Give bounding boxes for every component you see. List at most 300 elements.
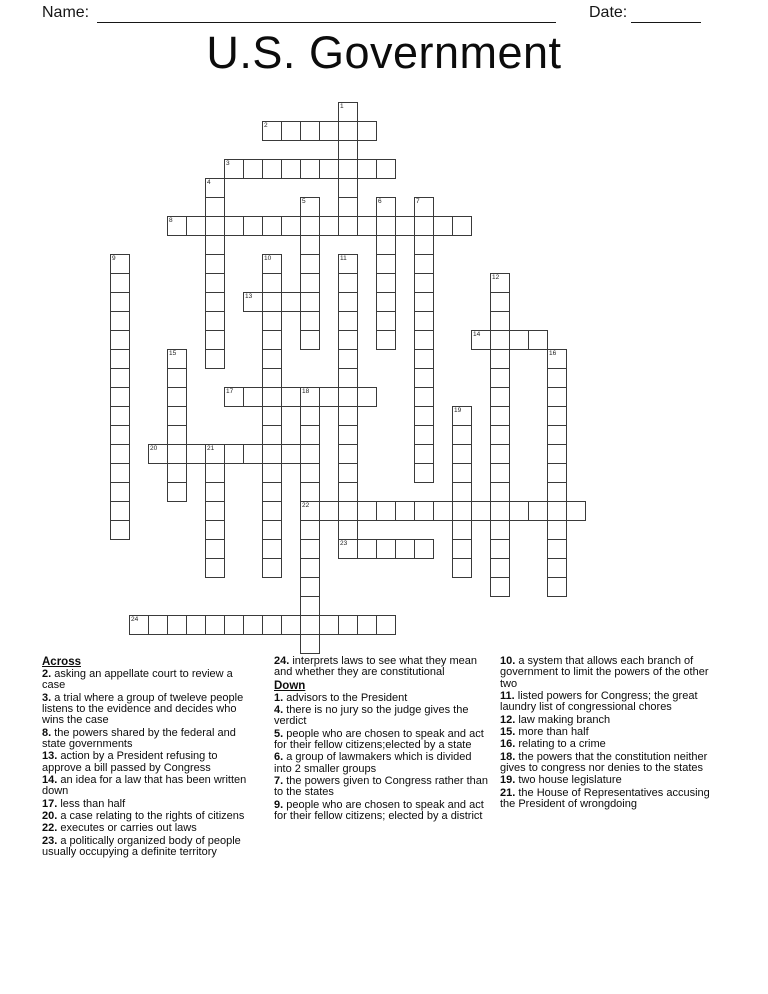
crossword-cell[interactable] — [490, 558, 510, 578]
crossword-cell[interactable] — [262, 463, 282, 483]
crossword-cell[interactable] — [300, 121, 320, 141]
crossword-cell[interactable] — [395, 501, 415, 521]
crossword-cell[interactable] — [281, 615, 301, 635]
crossword-cell[interactable] — [205, 463, 225, 483]
crossword-cell[interactable] — [509, 501, 529, 521]
crossword-cell[interactable] — [452, 482, 472, 502]
crossword-cell[interactable] — [205, 482, 225, 502]
clue-number: 6. — [274, 751, 287, 764]
crossword-cell[interactable] — [148, 444, 168, 464]
crossword-cell[interactable] — [205, 273, 225, 293]
crossword-cell[interactable] — [547, 558, 567, 578]
clue-column-down — [500, 656, 728, 811]
crossword-cell[interactable] — [300, 444, 320, 464]
crossword-cell[interactable] — [205, 501, 225, 521]
crossword-cell[interactable] — [110, 387, 130, 407]
name-label: Name: — [42, 4, 90, 21]
crossword-cell[interactable] — [167, 368, 187, 388]
crossword-cell[interactable] — [414, 539, 434, 559]
crossword-cell[interactable] — [338, 140, 358, 160]
crossword-cell[interactable] — [224, 615, 244, 635]
crossword-cell[interactable] — [338, 216, 358, 236]
crossword-cell[interactable] — [471, 330, 491, 350]
crossword-cell[interactable] — [338, 254, 358, 274]
crossword-cell[interactable] — [281, 444, 301, 464]
crossword-cell[interactable] — [224, 216, 244, 236]
crossword-cell[interactable] — [338, 273, 358, 293]
crossword-cell[interactable] — [490, 539, 510, 559]
clue-8: 8. the powers shared by the federal and state governments — [42, 726, 236, 751]
clue-number: 7. — [274, 775, 287, 788]
crossword-cell[interactable] — [338, 292, 358, 312]
crossword-cell[interactable] — [376, 292, 396, 312]
crossword-cell[interactable] — [167, 425, 187, 445]
crossword-cell[interactable] — [110, 406, 130, 426]
crossword-cell[interactable] — [186, 615, 206, 635]
cell-number: 8 — [169, 217, 173, 224]
crossword-cell[interactable] — [262, 406, 282, 426]
crossword-cell[interactable] — [338, 482, 358, 502]
crossword-cell[interactable] — [338, 311, 358, 331]
clue-11: 11. listed powers for Congress; the great laundry list of congressional chores — [500, 690, 698, 714]
crossword-cell[interactable] — [262, 292, 282, 312]
cell-number: 1 — [340, 103, 344, 110]
crossword-cell[interactable] — [414, 387, 434, 407]
crossword-cell[interactable] — [167, 387, 187, 407]
crossword-cell[interactable] — [319, 121, 339, 141]
crossword-cell[interactable] — [300, 463, 320, 483]
cell-number: 18 — [302, 388, 310, 395]
clue-10: 10. a system that allows each branch of government to limit the powers of the other two — [500, 655, 709, 690]
clue-4: 4. there is no jury so the judge gives the verdict — [274, 704, 469, 728]
crossword-cell[interactable] — [281, 216, 301, 236]
crossword-cell[interactable] — [490, 273, 510, 293]
crossword-cell[interactable] — [262, 558, 282, 578]
crossword-cell[interactable] — [376, 539, 396, 559]
cell-number: 3 — [226, 160, 230, 167]
clue-number: 16. — [500, 738, 519, 751]
crossword-cell[interactable] — [471, 501, 491, 521]
crossword-cell[interactable] — [205, 311, 225, 331]
crossword-cell[interactable] — [452, 216, 472, 236]
crossword-cell[interactable] — [262, 539, 282, 559]
crossword-cell[interactable] — [338, 178, 358, 198]
crossword-cell[interactable] — [376, 273, 396, 293]
cell-number: 12 — [492, 274, 500, 281]
crossword-cell[interactable] — [262, 520, 282, 540]
crossword-cell[interactable] — [566, 501, 586, 521]
clue-number: 5. — [274, 727, 287, 740]
crossword-cell[interactable] — [490, 520, 510, 540]
clue-number: 14. — [42, 774, 61, 787]
crossword-cell[interactable] — [300, 273, 320, 293]
clue-number: 2. — [42, 668, 55, 680]
crossword-cell[interactable] — [547, 501, 567, 521]
clue-number: 8. — [42, 726, 55, 739]
clue-24: 24. interprets laws to see what they mean and whether they are constitutional — [274, 655, 478, 679]
crossword-cell[interactable] — [547, 463, 567, 483]
crossword-cell[interactable] — [262, 387, 282, 407]
crossword-cell[interactable] — [357, 387, 377, 407]
crossword-cell[interactable] — [376, 235, 396, 255]
crossword-cell[interactable] — [167, 444, 187, 464]
crossword-cell[interactable] — [262, 330, 282, 350]
crossword-cell[interactable] — [414, 216, 434, 236]
crossword-cell[interactable] — [110, 292, 130, 312]
clue-23: 23. a politically organized body of people usually occupying a definite territory — [42, 834, 241, 859]
crossword-cell[interactable] — [281, 292, 301, 312]
crossword-cell[interactable] — [414, 311, 434, 331]
clue-number: 9. — [274, 798, 287, 811]
clue-15: 15. more than half — [500, 726, 589, 739]
clue-number: 20. — [42, 810, 61, 823]
clue-number: 10. — [500, 655, 519, 667]
crossword-cell[interactable] — [452, 463, 472, 483]
crossword-cell[interactable] — [167, 216, 187, 236]
crossword-cell[interactable] — [338, 501, 358, 521]
crossword-cell[interactable] — [414, 463, 434, 483]
crossword-cell[interactable] — [357, 539, 377, 559]
crossword-cell[interactable] — [110, 482, 130, 502]
clue-number: 19. — [500, 774, 519, 787]
down-heading: Down — [274, 679, 306, 692]
crossword-cell[interactable] — [262, 216, 282, 236]
crossword-cell[interactable] — [376, 330, 396, 350]
crossword-cell[interactable] — [452, 444, 472, 464]
crossword-cell[interactable] — [547, 349, 567, 369]
crossword-cell[interactable] — [300, 501, 320, 521]
crossword-cell[interactable] — [357, 501, 377, 521]
crossword-cell[interactable] — [300, 634, 320, 654]
clue-number: 21. — [500, 786, 519, 799]
crossword-cell[interactable] — [338, 368, 358, 388]
crossword-cell[interactable] — [357, 615, 377, 635]
crossword-cell[interactable] — [205, 615, 225, 635]
crossword-cell[interactable] — [300, 425, 320, 445]
crossword-cell[interactable] — [300, 482, 320, 502]
clue-20: 20. a case relating to the rights of citizens — [42, 810, 245, 823]
crossword-cell[interactable] — [357, 121, 377, 141]
crossword-cell[interactable] — [300, 558, 320, 578]
crossword-cell[interactable] — [338, 425, 358, 445]
clue-21: 21. the House of Representatives accusing the President of wrongdoing — [500, 786, 710, 811]
crossword-cell[interactable] — [338, 330, 358, 350]
cell-number: 24 — [131, 616, 139, 623]
crossword-cell[interactable] — [490, 482, 510, 502]
crossword-cell[interactable] — [167, 615, 187, 635]
crossword-cell[interactable] — [338, 444, 358, 464]
clue-column-across — [42, 656, 256, 860]
cell-number: 23 — [340, 540, 348, 547]
crossword-cell[interactable] — [414, 273, 434, 293]
cell-number: 21 — [207, 445, 215, 452]
crossword-cell[interactable] — [110, 425, 130, 445]
crossword-cell[interactable] — [376, 615, 396, 635]
crossword-cell[interactable] — [262, 444, 282, 464]
crossword-cell[interactable] — [547, 387, 567, 407]
crossword-cell[interactable] — [547, 577, 567, 597]
clue-column-middle — [274, 656, 488, 823]
crossword-cell[interactable] — [547, 406, 567, 426]
crossword-cell[interactable] — [338, 539, 358, 559]
crossword-cell[interactable] — [243, 292, 263, 312]
crossword-cell[interactable] — [186, 444, 206, 464]
clue-number: 4. — [274, 704, 287, 717]
crossword-cell[interactable] — [452, 501, 472, 521]
crossword-cell[interactable] — [490, 292, 510, 312]
crossword-cell[interactable] — [186, 216, 206, 236]
crossword-cell[interactable] — [243, 444, 263, 464]
cell-number: 10 — [264, 255, 272, 262]
crossword-cell[interactable] — [167, 463, 187, 483]
clue-17: 17. less than half — [42, 797, 126, 810]
page-title: U.S. Government — [206, 27, 562, 78]
crossword-cell[interactable] — [338, 349, 358, 369]
crossword-cell[interactable] — [300, 539, 320, 559]
crossword-cell[interactable] — [376, 216, 396, 236]
crossword-cell[interactable] — [300, 596, 320, 616]
crossword-cell[interactable] — [338, 615, 358, 635]
cell-number: 17 — [226, 388, 234, 395]
crossword-cell[interactable] — [490, 311, 510, 331]
crossword-cell[interactable] — [490, 387, 510, 407]
crossword-cell[interactable] — [547, 482, 567, 502]
crossword-cell[interactable] — [224, 444, 244, 464]
crossword-cell[interactable] — [338, 406, 358, 426]
crossword-cell[interactable] — [547, 444, 567, 464]
cell-number: 6 — [378, 198, 382, 205]
crossword-cell[interactable] — [262, 311, 282, 331]
crossword-cell[interactable] — [490, 425, 510, 445]
crossword-cell[interactable] — [338, 102, 358, 122]
crossword-cell[interactable] — [414, 406, 434, 426]
clue-number: 3. — [42, 691, 55, 704]
crossword-cell[interactable] — [357, 159, 377, 179]
crossword-cell[interactable] — [110, 501, 130, 521]
crossword-cell[interactable] — [300, 216, 320, 236]
crossword-cell[interactable] — [338, 463, 358, 483]
crossword-cell[interactable] — [490, 406, 510, 426]
crossword-cell[interactable] — [490, 330, 510, 350]
crossword-cell[interactable] — [357, 216, 377, 236]
crossword-cell[interactable] — [205, 216, 225, 236]
cell-number: 9 — [112, 255, 116, 262]
crossword-cell[interactable] — [319, 216, 339, 236]
crossword-cell[interactable] — [319, 615, 339, 635]
crossword-cell[interactable] — [262, 159, 282, 179]
crossword-cell[interactable] — [509, 330, 529, 350]
crossword-cell[interactable] — [129, 615, 149, 635]
crossword-cell[interactable] — [300, 615, 320, 635]
crossword-cell[interactable] — [205, 254, 225, 274]
crossword-cell[interactable] — [414, 425, 434, 445]
crossword-cell[interactable] — [319, 387, 339, 407]
crossword-cell[interactable] — [452, 406, 472, 426]
crossword-cell[interactable] — [300, 197, 320, 217]
crossword-cell[interactable] — [262, 273, 282, 293]
crossword-cell[interactable] — [110, 368, 130, 388]
clue-9: 9. people who are chosen to speak and act for their fellow citizens; elected by a district — [274, 798, 484, 823]
clue-14: 14. an idea for a law that has been written down — [42, 774, 247, 798]
crossword-cell[interactable] — [547, 368, 567, 388]
clue-13: 13. action by a President refusing to approve a bill passed by Congress — [42, 750, 218, 774]
crossword-cell[interactable] — [281, 121, 301, 141]
crossword-cell[interactable] — [395, 216, 415, 236]
crossword-cell[interactable] — [414, 501, 434, 521]
crossword-cell[interactable] — [148, 615, 168, 635]
cell-number: 15 — [169, 350, 177, 357]
crossword-cell[interactable] — [262, 121, 282, 141]
crossword-cell[interactable] — [205, 292, 225, 312]
clue-number: 18. — [500, 750, 519, 763]
cell-number: 16 — [549, 350, 557, 357]
crossword-cell[interactable] — [243, 615, 263, 635]
crossword-cell[interactable] — [224, 387, 244, 407]
clue-number: 22. — [42, 822, 61, 835]
clue-18: 18. the powers that the constitution neither gives to congress nor denies to the states — [500, 750, 708, 775]
crossword-cell[interactable] — [281, 159, 301, 179]
crossword-cell[interactable] — [205, 558, 225, 578]
clue-number: 15. — [500, 726, 519, 739]
clue-1: 1. advisors to the President — [274, 691, 408, 704]
crossword-cell[interactable] — [452, 520, 472, 540]
crossword-cell[interactable] — [167, 349, 187, 369]
crossword-cell[interactable] — [376, 159, 396, 179]
crossword-cell[interactable] — [338, 121, 358, 141]
cell-number: 20 — [150, 445, 158, 452]
crossword-cell[interactable] — [414, 254, 434, 274]
clue-16: 16. relating to a crime — [500, 738, 606, 751]
crossword-cell[interactable] — [376, 197, 396, 217]
cell-number: 7 — [416, 198, 420, 205]
crossword-cell[interactable] — [452, 539, 472, 559]
crossword-cell[interactable] — [490, 349, 510, 369]
crossword-cell[interactable] — [110, 311, 130, 331]
crossword-cell[interactable] — [243, 216, 263, 236]
crossword-cell[interactable] — [547, 520, 567, 540]
date-label: Date: — [589, 4, 628, 21]
crossword-cell[interactable] — [110, 444, 130, 464]
crossword-cell[interactable] — [300, 292, 320, 312]
cell-number: 11 — [340, 255, 347, 262]
crossword-cell[interactable] — [300, 577, 320, 597]
across-heading: Across — [42, 656, 81, 668]
crossword-cell[interactable] — [110, 273, 130, 293]
crossword-cell[interactable] — [300, 406, 320, 426]
crossword-cell[interactable] — [414, 368, 434, 388]
crossword-cell[interactable] — [433, 501, 453, 521]
crossword-cell[interactable] — [243, 159, 263, 179]
crossword-cell[interactable] — [452, 558, 472, 578]
crossword-cell[interactable] — [414, 330, 434, 350]
crossword-cell[interactable] — [414, 349, 434, 369]
crossword-cell[interactable] — [338, 520, 358, 540]
crossword-cell[interactable] — [338, 197, 358, 217]
crossword-cell[interactable] — [262, 501, 282, 521]
clue-7: 7. the powers given to Congress rather than to the states — [274, 775, 489, 799]
crossword-cell[interactable] — [490, 501, 510, 521]
clue-number: 12. — [500, 713, 519, 726]
crossword-cell[interactable] — [490, 463, 510, 483]
crossword-cell[interactable] — [414, 197, 434, 217]
cell-number: 2 — [264, 122, 268, 129]
crossword-cell[interactable] — [110, 254, 130, 274]
cell-number: 13 — [245, 293, 253, 300]
crossword-cell[interactable] — [395, 539, 415, 559]
crossword-cell[interactable] — [414, 235, 434, 255]
crossword-cell[interactable] — [376, 254, 396, 274]
crossword-cell[interactable] — [300, 387, 320, 407]
crossword-cell[interactable] — [414, 292, 434, 312]
crossword-cell[interactable] — [300, 330, 320, 350]
crossword-cell[interactable] — [110, 463, 130, 483]
crossword-cell[interactable] — [376, 501, 396, 521]
crossword-cell[interactable] — [205, 349, 225, 369]
cell-number: 19 — [454, 407, 462, 414]
crossword-cell[interactable] — [281, 387, 301, 407]
crossword-cell[interactable] — [205, 235, 225, 255]
crossword-cell[interactable] — [205, 178, 225, 198]
crossword-cell[interactable] — [338, 387, 358, 407]
crossword-cell[interactable] — [262, 254, 282, 274]
crossword-cell[interactable] — [338, 159, 358, 179]
crossword-cell[interactable] — [205, 330, 225, 350]
crossword-cell[interactable] — [243, 387, 263, 407]
clue-22: 22. executes or carries out laws — [42, 822, 197, 835]
crossword-cell[interactable] — [376, 311, 396, 331]
crossword-cell[interactable] — [205, 197, 225, 217]
crossword-cell[interactable] — [490, 368, 510, 388]
clue-number: 1. — [274, 691, 287, 704]
crossword-cell[interactable] — [262, 368, 282, 388]
crossword-cell[interactable] — [110, 520, 130, 540]
crossword-cell[interactable] — [528, 501, 548, 521]
crossword-cell[interactable] — [262, 425, 282, 445]
crossword-cell[interactable] — [300, 520, 320, 540]
crossword-cell[interactable] — [319, 501, 339, 521]
crossword-cell[interactable] — [110, 349, 130, 369]
crossword-cell[interactable] — [110, 330, 130, 350]
crossword-cell[interactable] — [224, 159, 244, 179]
crossword-cell[interactable] — [452, 425, 472, 445]
crossword-cell[interactable] — [205, 539, 225, 559]
crossword-cell[interactable] — [167, 482, 187, 502]
clue-5: 5. people who are chosen to speak and act for their fellow citizens;elected by a state — [274, 727, 484, 752]
crossword-cell[interactable] — [490, 444, 510, 464]
cell-number: 22 — [302, 502, 310, 509]
crossword-cell[interactable] — [547, 425, 567, 445]
crossword-cell[interactable] — [319, 159, 339, 179]
crossword-cell[interactable] — [490, 577, 510, 597]
crossword-cell[interactable] — [262, 349, 282, 369]
crossword-cell[interactable] — [528, 330, 548, 350]
crossword-cell[interactable] — [433, 216, 453, 236]
crossword-cell[interactable] — [547, 539, 567, 559]
crossword-cell[interactable] — [262, 482, 282, 502]
crossword-cell[interactable] — [262, 615, 282, 635]
crossword-cell[interactable] — [300, 159, 320, 179]
clue-19: 19. two house legislature — [500, 774, 622, 787]
cell-number: 4 — [207, 179, 211, 186]
crossword-cell[interactable] — [300, 311, 320, 331]
clue-number: 13. — [42, 750, 61, 763]
crossword-cell[interactable] — [300, 254, 320, 274]
crossword-cell[interactable] — [167, 406, 187, 426]
crossword-cell[interactable] — [414, 444, 434, 464]
crossword-cell[interactable] — [205, 444, 225, 464]
crossword-cell[interactable] — [300, 235, 320, 255]
crossword-cell[interactable] — [205, 520, 225, 540]
